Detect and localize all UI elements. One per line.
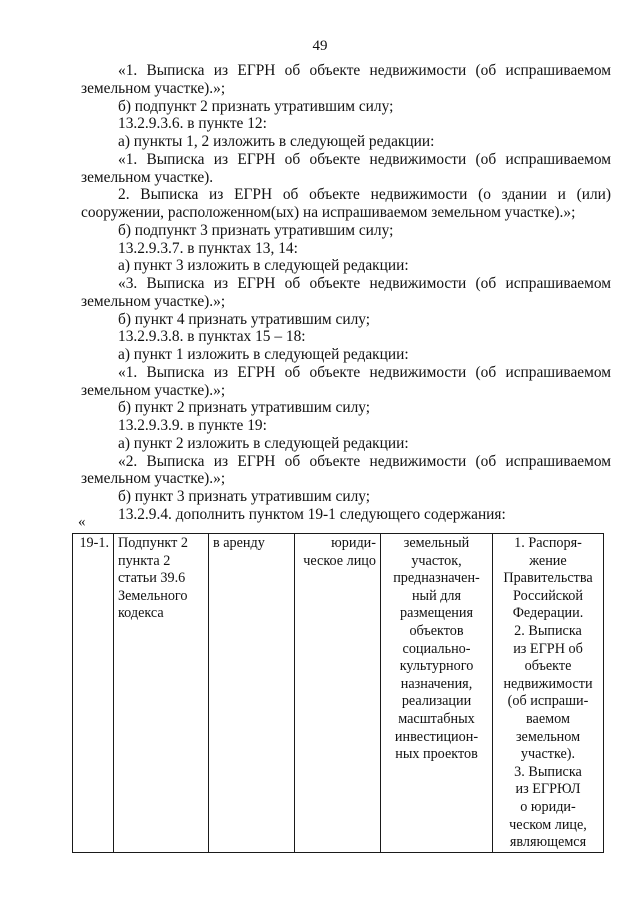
cell-line: Правительства <box>503 570 593 587</box>
cell-line: назначения, <box>400 675 473 692</box>
text-line: земельном участке). <box>81 168 214 186</box>
cell-line: в аренду <box>213 535 265 551</box>
text-line: б) подпункт 3 признать утратившим силу; <box>118 221 394 239</box>
text-line: 13.2.9.3.7. в пунктах 13, 14: <box>118 239 298 257</box>
cell-line: являющемся <box>509 834 587 851</box>
cell-line: Земельного <box>118 587 188 604</box>
text-line: земельном участке).»; <box>81 381 226 399</box>
table-cell-item-number <box>73 534 114 853</box>
paragraph <box>81 399 611 417</box>
amendment-table <box>72 533 604 853</box>
paragraph <box>81 488 611 506</box>
text-line: «3. Выписка из ЕГРН об объекте недвижимости (об испрашиваемом <box>118 275 611 292</box>
paragraph <box>81 151 611 187</box>
cell-line: Российской <box>513 587 583 604</box>
table-cell-legal-basis <box>114 534 209 853</box>
cell-line: культурного <box>399 658 474 675</box>
cell-line: из ЕГРН об <box>513 640 583 657</box>
cell-line: 2. Выписка <box>514 622 582 639</box>
table-cell-applicant <box>295 534 381 853</box>
cell-line: участок, <box>411 552 462 569</box>
body-text <box>81 62 611 524</box>
paragraph <box>81 98 611 116</box>
cell-line: Федерации. <box>512 605 584 622</box>
text-line: 13.2.9.3.8. в пунктах 15 – 18: <box>118 328 306 346</box>
table-cell-documents <box>493 534 604 853</box>
text-line: б) пункт 3 признать утратившим силу; <box>118 488 371 505</box>
page-number: 49 <box>312 38 328 54</box>
cell-line: размещения <box>399 605 473 622</box>
table-row <box>73 534 604 853</box>
cell-line: 3. Выписка <box>514 763 582 780</box>
text-line: земельном участке).»; <box>81 470 226 488</box>
text-line: б) пункт 2 признать утратившим силу; <box>118 399 371 417</box>
paragraph <box>81 62 611 98</box>
text-line: «1. Выписка из ЕГРН об объекте недвижимости (об испрашиваемом <box>118 363 611 381</box>
text-line: а) пункт 2 изложить в следующей редакции: <box>118 434 409 452</box>
cell-line: кодекса <box>118 605 164 622</box>
cell-line: жение <box>529 552 567 569</box>
paragraph <box>81 311 611 329</box>
text-line: 13.2.9.3.9. в пункте 19: <box>118 417 267 434</box>
cell-line: юриди- <box>331 535 376 551</box>
paragraph <box>81 275 611 311</box>
cell-line: объекте <box>524 658 572 675</box>
paragraph <box>81 417 611 435</box>
text-line: а) пункт 1 изложить в следующей редакции: <box>118 346 409 363</box>
text-line: «2. Выписка из ЕГРН об объекте недвижимости (об испрашиваемом <box>118 452 611 470</box>
paragraph <box>81 133 611 151</box>
text-line: а) пункты 1, 2 изложить в следующей редакции: <box>118 133 435 150</box>
cell-line: (об испраши- <box>507 693 589 710</box>
cell-line: из ЕГРЮЛ <box>515 781 581 798</box>
cell-line: статьи 39.6 <box>118 570 186 587</box>
cell-line: инвестицион- <box>394 728 479 745</box>
text-line: 13.2.9.4. дополнить пунктом 19-1 следующего содержания: <box>118 505 506 523</box>
cell-line: ный для <box>411 587 462 604</box>
paragraph <box>81 115 611 133</box>
paragraph <box>81 506 611 524</box>
paragraph <box>81 328 611 346</box>
cell-line: ческом лице, <box>509 816 587 833</box>
text-line: а) пункт 3 изложить в следующей редакции: <box>118 257 409 275</box>
text-line: б) пункт 4 признать утратившим силу; <box>118 310 371 328</box>
paragraph <box>81 257 611 275</box>
table-cell-right-type <box>209 534 295 853</box>
open-quote-mark: « <box>78 514 86 530</box>
paragraph <box>81 435 611 453</box>
text-line: «1. Выписка из ЕГРН об объекте недвижимости (об испрашиваемом <box>118 150 611 168</box>
cell-line: социально- <box>402 640 471 657</box>
paragraph <box>81 346 611 364</box>
cell-line: земельный <box>403 535 470 551</box>
cell-line: ваемом <box>526 710 570 727</box>
paragraph <box>81 453 611 489</box>
paragraph <box>81 222 611 240</box>
cell-line: масштабных <box>398 710 475 727</box>
text-line: земельном участке).»; <box>81 79 226 97</box>
cell-line: ных проектов <box>395 746 478 763</box>
text-line: земельном участке).»; <box>81 292 226 310</box>
cell-line: ческое лицо <box>303 552 376 569</box>
text-line: 2. Выписка из ЕГРН об объекте недвижимости (о здании и (или) <box>118 186 611 204</box>
cell-line: реализации <box>401 693 472 710</box>
table-cell-land-plot <box>381 534 493 853</box>
cell-line: объектов <box>409 622 464 639</box>
cell-line: Подпункт 2 <box>118 535 188 551</box>
text-line: 13.2.9.3.6. в пункте 12: <box>118 115 267 133</box>
paragraph <box>81 364 611 400</box>
paragraph <box>81 186 611 222</box>
text-line: б) подпункт 2 признать утратившим силу; <box>118 97 394 115</box>
cell-line: 1. Распоря- <box>514 535 582 551</box>
cell-line: земельном <box>515 728 581 745</box>
paragraph <box>81 240 611 258</box>
text-line: сооружении, расположенном(ых) на испрашиваемом земельном участке).»; <box>81 204 576 221</box>
cell-line: о юриди- <box>520 798 576 815</box>
cell-line: предназначен- <box>393 570 480 587</box>
cell-line: недвижимости <box>503 675 593 692</box>
cell-line: участке). <box>520 746 576 763</box>
text-line: «1. Выписка из ЕГРН об объекте недвижимости (об испрашиваемом <box>118 62 611 79</box>
cell-line: пункта 2 <box>118 552 171 569</box>
cell-line: 19-1. <box>79 535 109 551</box>
